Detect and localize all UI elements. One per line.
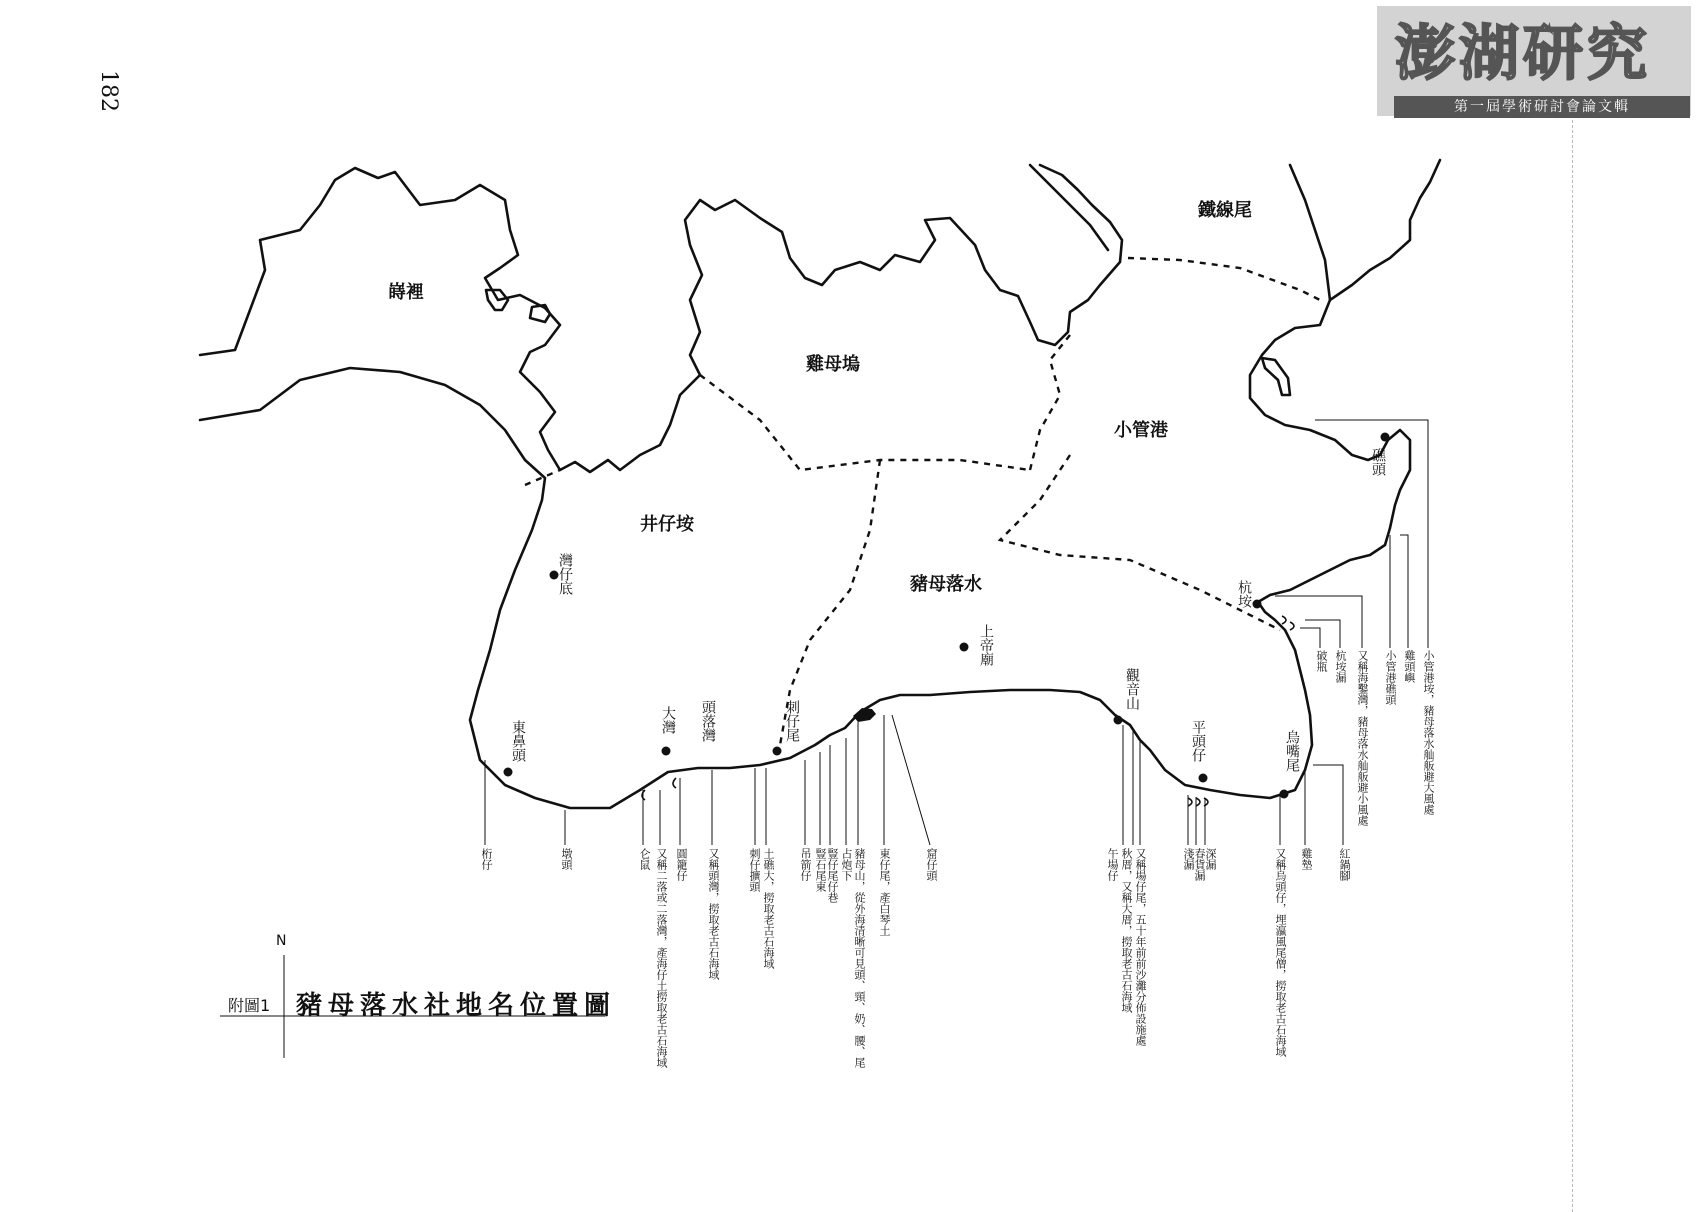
figure-title: 豬母落水社地名位置圖 (296, 991, 617, 1021)
inlet-mark-7 (1290, 622, 1294, 630)
note-9: 吊箭仔 (799, 848, 812, 881)
note-29: 雞頭嶼 (1403, 650, 1416, 683)
dot-dongbitou (504, 768, 513, 777)
note-7: 刺仔擴頭 (748, 848, 761, 892)
note-14: 東仔尾，產白琴土 (878, 848, 891, 936)
note-18: 又稱場仔尾，五十年前前沙灘分佈設施處 (1134, 848, 1147, 1046)
boundary-jingziao-jimuwu (700, 375, 1030, 470)
dot-shangdimiao (960, 643, 969, 652)
region-zhumuluoshui: 豬母落水 (910, 574, 982, 595)
inlet-mark-3 (1188, 798, 1192, 806)
boundary-jimuwu-xiaoguan (1030, 335, 1070, 470)
note-30: 小管港垵，豬母落水舢舨避大風處 (1422, 650, 1435, 815)
note-17: 秋厝，又稱大厝，撈取老古石海域 (1120, 848, 1133, 1013)
pier-xiaoguan (1262, 358, 1290, 395)
place-touluowan: 頭落灣 (700, 700, 716, 742)
note-11: 豎仔尾仔巷 (826, 848, 839, 903)
note-5: 圓籠仔 (675, 848, 688, 881)
note-28: 小管港礁頭 (1384, 650, 1397, 705)
place-wuzuiwei: 烏嘴尾 (1284, 730, 1300, 772)
coastline-northeast (1290, 165, 1330, 300)
note-25: 破瓶 (1315, 650, 1328, 672)
note-24: 紅鍋腳 (1338, 848, 1351, 881)
pig-rock (853, 708, 876, 722)
place-shangdimiao: 上帝廟 (978, 624, 994, 666)
region-tiexianwei: 鐵線尾 (1198, 200, 1252, 221)
coastline-qili (200, 165, 1122, 472)
note-8: 土礁大，撈取老古石海域 (762, 848, 775, 969)
boundary-xiaoguan-tiexian (1128, 258, 1320, 300)
north-label: N (276, 933, 287, 949)
place-hangao: 杭垵 (1236, 580, 1252, 608)
inlet-mark-4 (1196, 798, 1200, 806)
place-dawan: 大灣 (660, 706, 676, 734)
leader-n25 (1300, 628, 1320, 648)
note-10: 豎石尾東 (814, 848, 827, 892)
place-guanyinshan: 觀音山 (1124, 668, 1140, 710)
inlet-mark-2 (673, 778, 676, 788)
note-21: 深漏 (1204, 848, 1217, 870)
dot-cizaiwei (773, 747, 782, 756)
region-jimuwu: 雞母塢 (806, 354, 860, 375)
place-jitou: 礁頭 (1370, 448, 1386, 476)
note-26: 杭垵漏 (1334, 650, 1347, 683)
note-12: 占炮下 (840, 848, 853, 881)
inlet-mark-6 (1282, 616, 1286, 624)
region-jingziao: 井仔垵 (640, 514, 694, 535)
note-2: 墩頭 (560, 848, 573, 870)
dot-jitou (1381, 433, 1390, 442)
region-qili: 嵵裡 (388, 282, 424, 303)
boundary-qili-jingziao (525, 470, 560, 485)
place-pingtouzai: 平頭仔 (1190, 720, 1206, 762)
note-13: 豬母山，從外海清晰可見頭、頸、奶、腰、尾 (853, 848, 866, 1068)
page-number: 182 (96, 70, 121, 112)
note-16: 午場仔 (1106, 848, 1119, 881)
note-27: 又稱海鑿灣，豬母落水舢舨避小風處 (1356, 650, 1369, 826)
leader-n24 (1313, 765, 1343, 845)
series-subtitle: 第一屆學術研討會論文輯 (1394, 96, 1690, 118)
pier-qili-2 (530, 305, 550, 322)
leader-n15 (892, 715, 930, 845)
note-3: 仑鼠 (638, 848, 651, 870)
dot-hangao (1253, 600, 1262, 609)
place-dongbitou: 東鼻頭 (510, 720, 526, 762)
note-19: 淺漏 (1182, 848, 1195, 870)
leader-n29 (1400, 535, 1408, 648)
note-22: 又稱烏頭仔，埋瀛風尾僧，撈取老古石海域 (1274, 848, 1287, 1057)
dot-pingtouzai (1199, 774, 1208, 783)
figure-label: 附圖1 (228, 996, 271, 1015)
region-xiaoguangang: 小管港 (1114, 420, 1168, 441)
dot-wuzuiwei (1280, 790, 1289, 799)
note-15: 窟仔頭 (925, 848, 938, 881)
place-wanzaidi: 灣仔底 (557, 553, 573, 595)
dot-dawan (662, 747, 671, 756)
place-cizaiwei: 刺仔尾 (784, 700, 800, 742)
series-title: 澎湖研究 (1395, 19, 1651, 89)
note-23: 雞墊 (1300, 848, 1313, 870)
note-6: 又稱頭灣，撈取老古石海域 (707, 848, 720, 980)
note-4: 又稱二落或二落灣，產海仔土撈取老古石海域 (655, 848, 668, 1068)
note-1: 桁仔 (480, 848, 493, 870)
leader-n26 (1305, 620, 1340, 648)
dot-guanyinshan (1114, 716, 1123, 725)
leader-n27 (1275, 596, 1362, 648)
note-20: 春貨漏 (1193, 848, 1206, 881)
